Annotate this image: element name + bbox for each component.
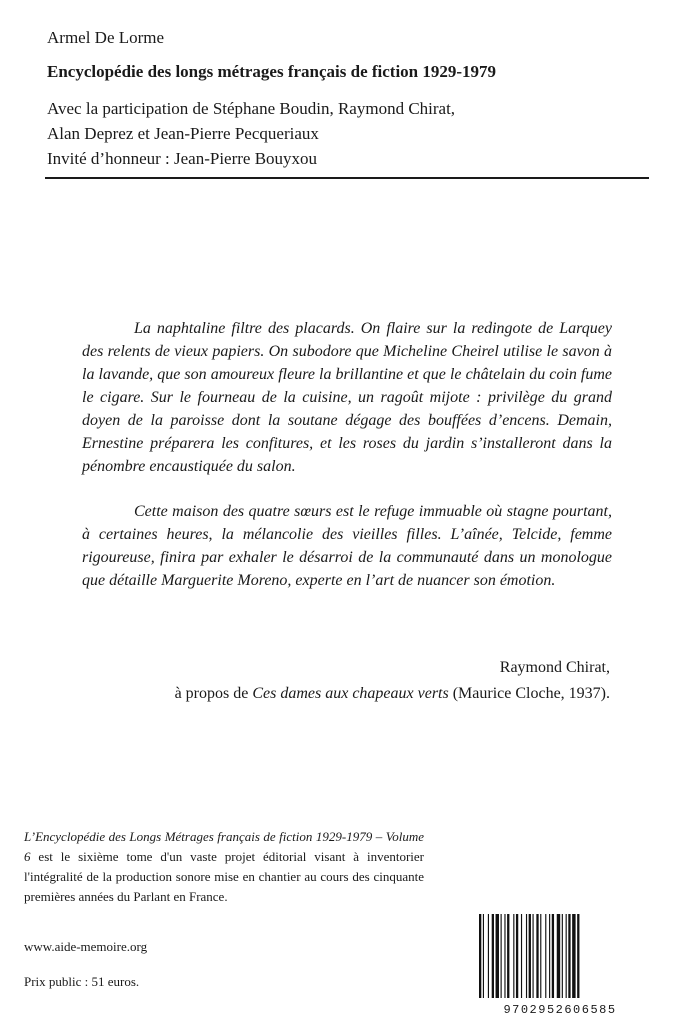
barcode-bar <box>549 914 550 998</box>
barcode-bar <box>566 914 567 998</box>
volume-title: L’Encyclopédie des Longs Métrages français de fiction 1929-1979 – Volume 6 <box>24 829 424 864</box>
barcode-bar <box>536 914 538 998</box>
barcode-bar <box>529 914 531 998</box>
barcode-bar <box>521 914 522 998</box>
barcode-bar <box>533 914 534 998</box>
barcode-bar <box>504 914 505 998</box>
barcode-bar <box>577 914 579 998</box>
publisher-url[interactable]: www.aide-memoire.org <box>24 939 148 954</box>
price-label: Prix public : 51 euros. <box>24 974 140 989</box>
participation-block <box>47 96 647 171</box>
quote-paragraph-1: La naphtaline filtre des placards. On flaire sur la redingote de Larquey des relents de vieux papiers. On subodore que Micheline Cheirel utilise le savon à la lavande, que son amoureux fleure la brillantine et que le châtelain du coin fume le cigare. Sur le fourneau de la cuisine, un ragoût mijote : privilège du grand doyen de la paroisse dont la soutane dégage des bouffées d’encens. Demain, Ernestine préparera les confitures, et les roses du jardin s’installeront dans la pénombre encaustiquée du salon. <box>82 320 612 475</box>
quote-attribution <box>175 685 610 703</box>
barcode-bar <box>479 914 481 998</box>
barcode-bar <box>545 914 546 998</box>
barcode-bar <box>483 914 484 998</box>
barcode-bar <box>513 914 514 998</box>
barcode-digits: 9702952606585 <box>503 1003 617 1016</box>
film-title: Ces dames aux chapeaux verts <box>252 685 449 702</box>
volume-description-text: est le sixième tome d'un vaste projet éditorial visant à inventorier l'intégralité de la production sonore mise en chantier au cours des cinquante premières années du Parlant en France. <box>24 849 424 904</box>
quote-signature-name: Raymond Chirat, <box>499 659 610 676</box>
guest-of-honour-line: Invité d’honneur : Jean-Pierre Bouyxou <box>47 149 318 168</box>
author-name: Armel De Lorme <box>47 28 165 47</box>
barcode-bar <box>568 914 570 998</box>
barcode-bar <box>501 914 502 998</box>
barcode-bars <box>479 914 579 998</box>
barcode-bar <box>492 914 494 998</box>
barcode-bar <box>562 914 563 998</box>
volume-description <box>24 827 424 907</box>
barcode-bar <box>557 914 560 998</box>
participation-line: Alan Deprez et Jean-Pierre Pecqueriaux <box>47 124 319 143</box>
quote-paragraph-2: Cette maison des quatre sœurs est le refuge immuable où stagne pourtant, à certaines heures, la mélancolie des vieilles filles. L’aînée, Telcide, femme rigoureuse, finira par exhaler le désarroi de la communauté dans un monologue que détaille Marguerite Moreno, experte en l’art de nuancer son émotion. <box>82 503 612 589</box>
barcode-bar <box>516 914 518 998</box>
barcode-bar <box>540 914 541 998</box>
barcode-bar <box>572 914 575 998</box>
attribution-suffix: (Maurice Cloche, 1937). <box>448 685 610 702</box>
attribution-prefix: à propos de <box>174 685 253 702</box>
barcode-bar <box>507 914 509 998</box>
barcode <box>475 912 645 1016</box>
barcode-bar <box>526 914 527 998</box>
header-divider <box>45 177 649 179</box>
book-title: Encyclopédie des longs métrages français de fiction 1929-1979 <box>47 62 497 81</box>
barcode-bar <box>488 914 489 998</box>
barcode-bar <box>552 914 554 998</box>
participation-line: Avec la participation de Stéphane Boudin, Raymond Chirat, <box>47 99 456 118</box>
barcode-bar <box>496 914 499 998</box>
